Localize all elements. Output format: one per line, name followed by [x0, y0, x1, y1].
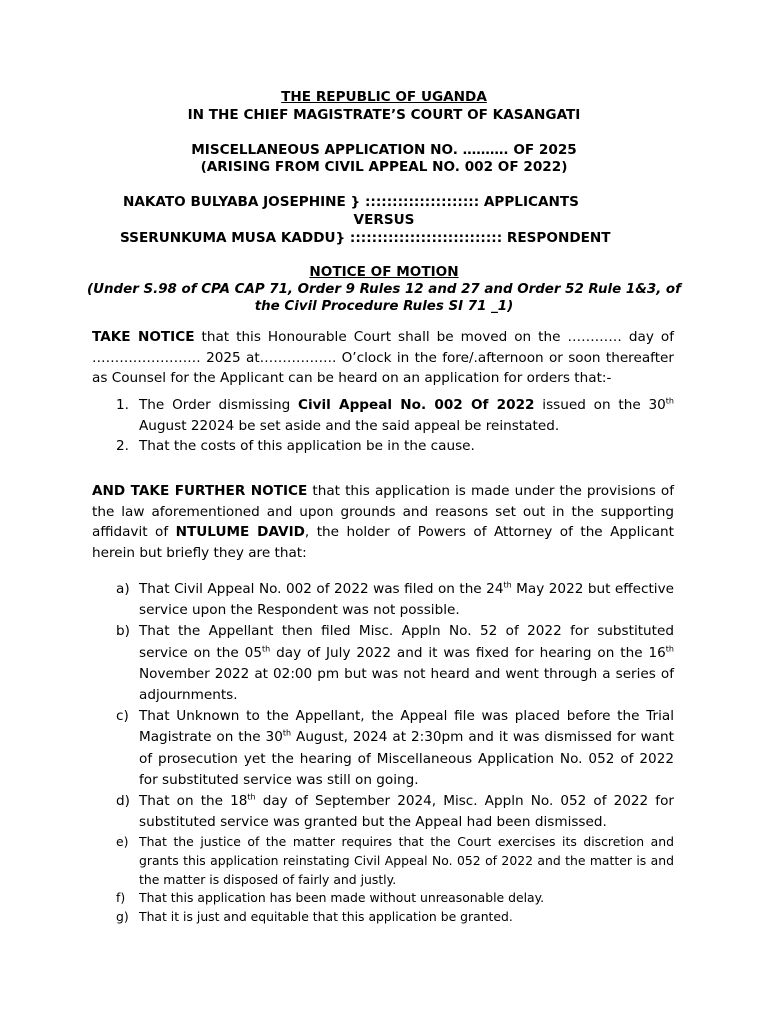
ground-text: That this application has been made without unreasonable delay. — [139, 890, 545, 906]
ground-item — [92, 706, 674, 791]
orders-list — [92, 395, 674, 457]
ground-marker: d) — [116, 793, 130, 810]
notice-authority-line-2: the Civil Procedure Rules SI 71 _1) — [254, 299, 514, 314]
order-text: The Order dismissing — [139, 397, 299, 413]
heading-republic: THE REPUBLIC OF UGANDA — [281, 89, 487, 105]
ordinal-suffix: th — [247, 792, 256, 802]
ground-text: That the justice of the matter requires that the Court exercises its discretion and grants this application reinstating Civil Appeal No. 052 of 2022 and the matter is and the matter is disposed of fairly and justly. — [139, 834, 674, 887]
ground-marker: c) — [116, 708, 129, 725]
take-notice-paragraph — [92, 327, 674, 389]
ground-item — [92, 621, 674, 706]
further-notice-text: , the holder of Powers of Attorney of the Applicant herein but briefly they are that: — [92, 524, 674, 561]
ground-item — [92, 889, 674, 908]
ground-text: November 2022 at 02:00 pm but was not heard and went through a series of adjournments. — [139, 665, 674, 704]
ground-text: day of September 2024, Misc. Appln No. 052 of 2022 for substituted service was granted but the Appeal had been dismissed. — [139, 793, 674, 831]
ground-text: August, 2024 at 2:30pm and it was dismissed for want of prosecution yet the hearing of Miscellaneous Application No. 052 of 2022 for substituted service was still on going. — [139, 729, 674, 788]
ground-text: day of July 2022 and it was fixed for hearing on the 16 — [270, 644, 666, 661]
ground-marker: e) — [116, 834, 129, 850]
ground-marker: b) — [116, 623, 130, 640]
ground-item — [92, 908, 674, 927]
ground-item — [92, 579, 674, 621]
notice-authority-line-1: (Under S.98 of CPA CAP 71, Order 9 Rules 12 and 27 and Order 52 Rule 1&3, of — [87, 282, 681, 297]
ordinal-suffix: th — [261, 644, 271, 654]
ordinal-suffix: th — [665, 396, 675, 406]
ground-marker: g) — [116, 908, 129, 924]
ground-item — [92, 833, 674, 889]
ground-marker: a) — [116, 581, 130, 597]
party-versus: VERSUS — [353, 212, 415, 228]
order-number: 2. — [116, 438, 129, 455]
order-number: 1. — [116, 397, 129, 413]
ordinal-suffix: th — [503, 580, 512, 590]
take-notice-text: that this Honourable Court shall be moved on the ………… day of …………………… 2025 at…………….. O’clock in the fore/.afternoon or soon thereafter as Counsel for the Applicant can be heard on an application for orders that:- — [92, 329, 674, 387]
ground-text: That the Appellant then filed Misc. Appln No. 52 of 2022 for substituted service on the 05 — [139, 623, 674, 661]
ground-text: May 2022 but effective service upon the Respondent was not possible. — [139, 581, 674, 619]
ordinal-suffix: th — [665, 644, 674, 654]
notice-title: NOTICE OF MOTION — [309, 264, 459, 280]
take-notice-lead: TAKE NOTICE — [92, 329, 195, 345]
further-notice-lead: AND TAKE FURTHER NOTICE — [92, 483, 308, 499]
party-applicant: NAKATO BULYABA JOSEPHINE } ::::::::::::::::::::: APPLICANTS — [123, 194, 579, 210]
ground-text: That it is just and equitable that this application be granted. — [139, 908, 513, 924]
ground-marker: f) — [116, 890, 126, 906]
party-respondent: SSERUNKUMA MUSA KADDU} :::::::::::::::::::::::::::: RESPONDENT — [120, 230, 611, 246]
heading-arising-from: (ARISING FROM CIVIL APPEAL NO. 002 OF 2022) — [200, 159, 568, 175]
ground-item — [92, 791, 674, 833]
heading-court: IN THE CHIEF MAGISTRATE’S COURT OF KASANGATI — [187, 107, 581, 123]
further-notice-text: that this application is made under the provisions of the law aforementioned and upon grounds and reasons set out in the supporting affidavit of — [92, 483, 674, 541]
order-item — [92, 436, 674, 457]
further-notice-paragraph — [92, 481, 674, 563]
grounds-list — [92, 579, 674, 926]
ordinal-suffix: th — [282, 728, 292, 738]
deponent-name: NTULUME DAVID — [175, 524, 305, 541]
order-text: August 22024 be set aside and the said appeal be reinstated. — [139, 417, 560, 434]
ground-text: That Unknown to the Appellant, the Appeal file was placed before the Trial Magistrate on the 30 — [139, 708, 674, 746]
order-text: That the costs of this application be in the cause. — [139, 438, 475, 455]
order-case-ref: Civil Appeal No. 002 Of 2022 — [298, 397, 535, 413]
order-text: issued on the 30 — [534, 397, 666, 413]
ground-text: That Civil Appeal No. 002 of 2022 was filed on the 24 — [139, 581, 504, 597]
heading-application-no: MISCELLANEOUS APPLICATION NO. ………. OF 2025 — [191, 142, 577, 158]
ground-text: That on the 18 — [139, 793, 248, 810]
order-item — [92, 395, 674, 436]
